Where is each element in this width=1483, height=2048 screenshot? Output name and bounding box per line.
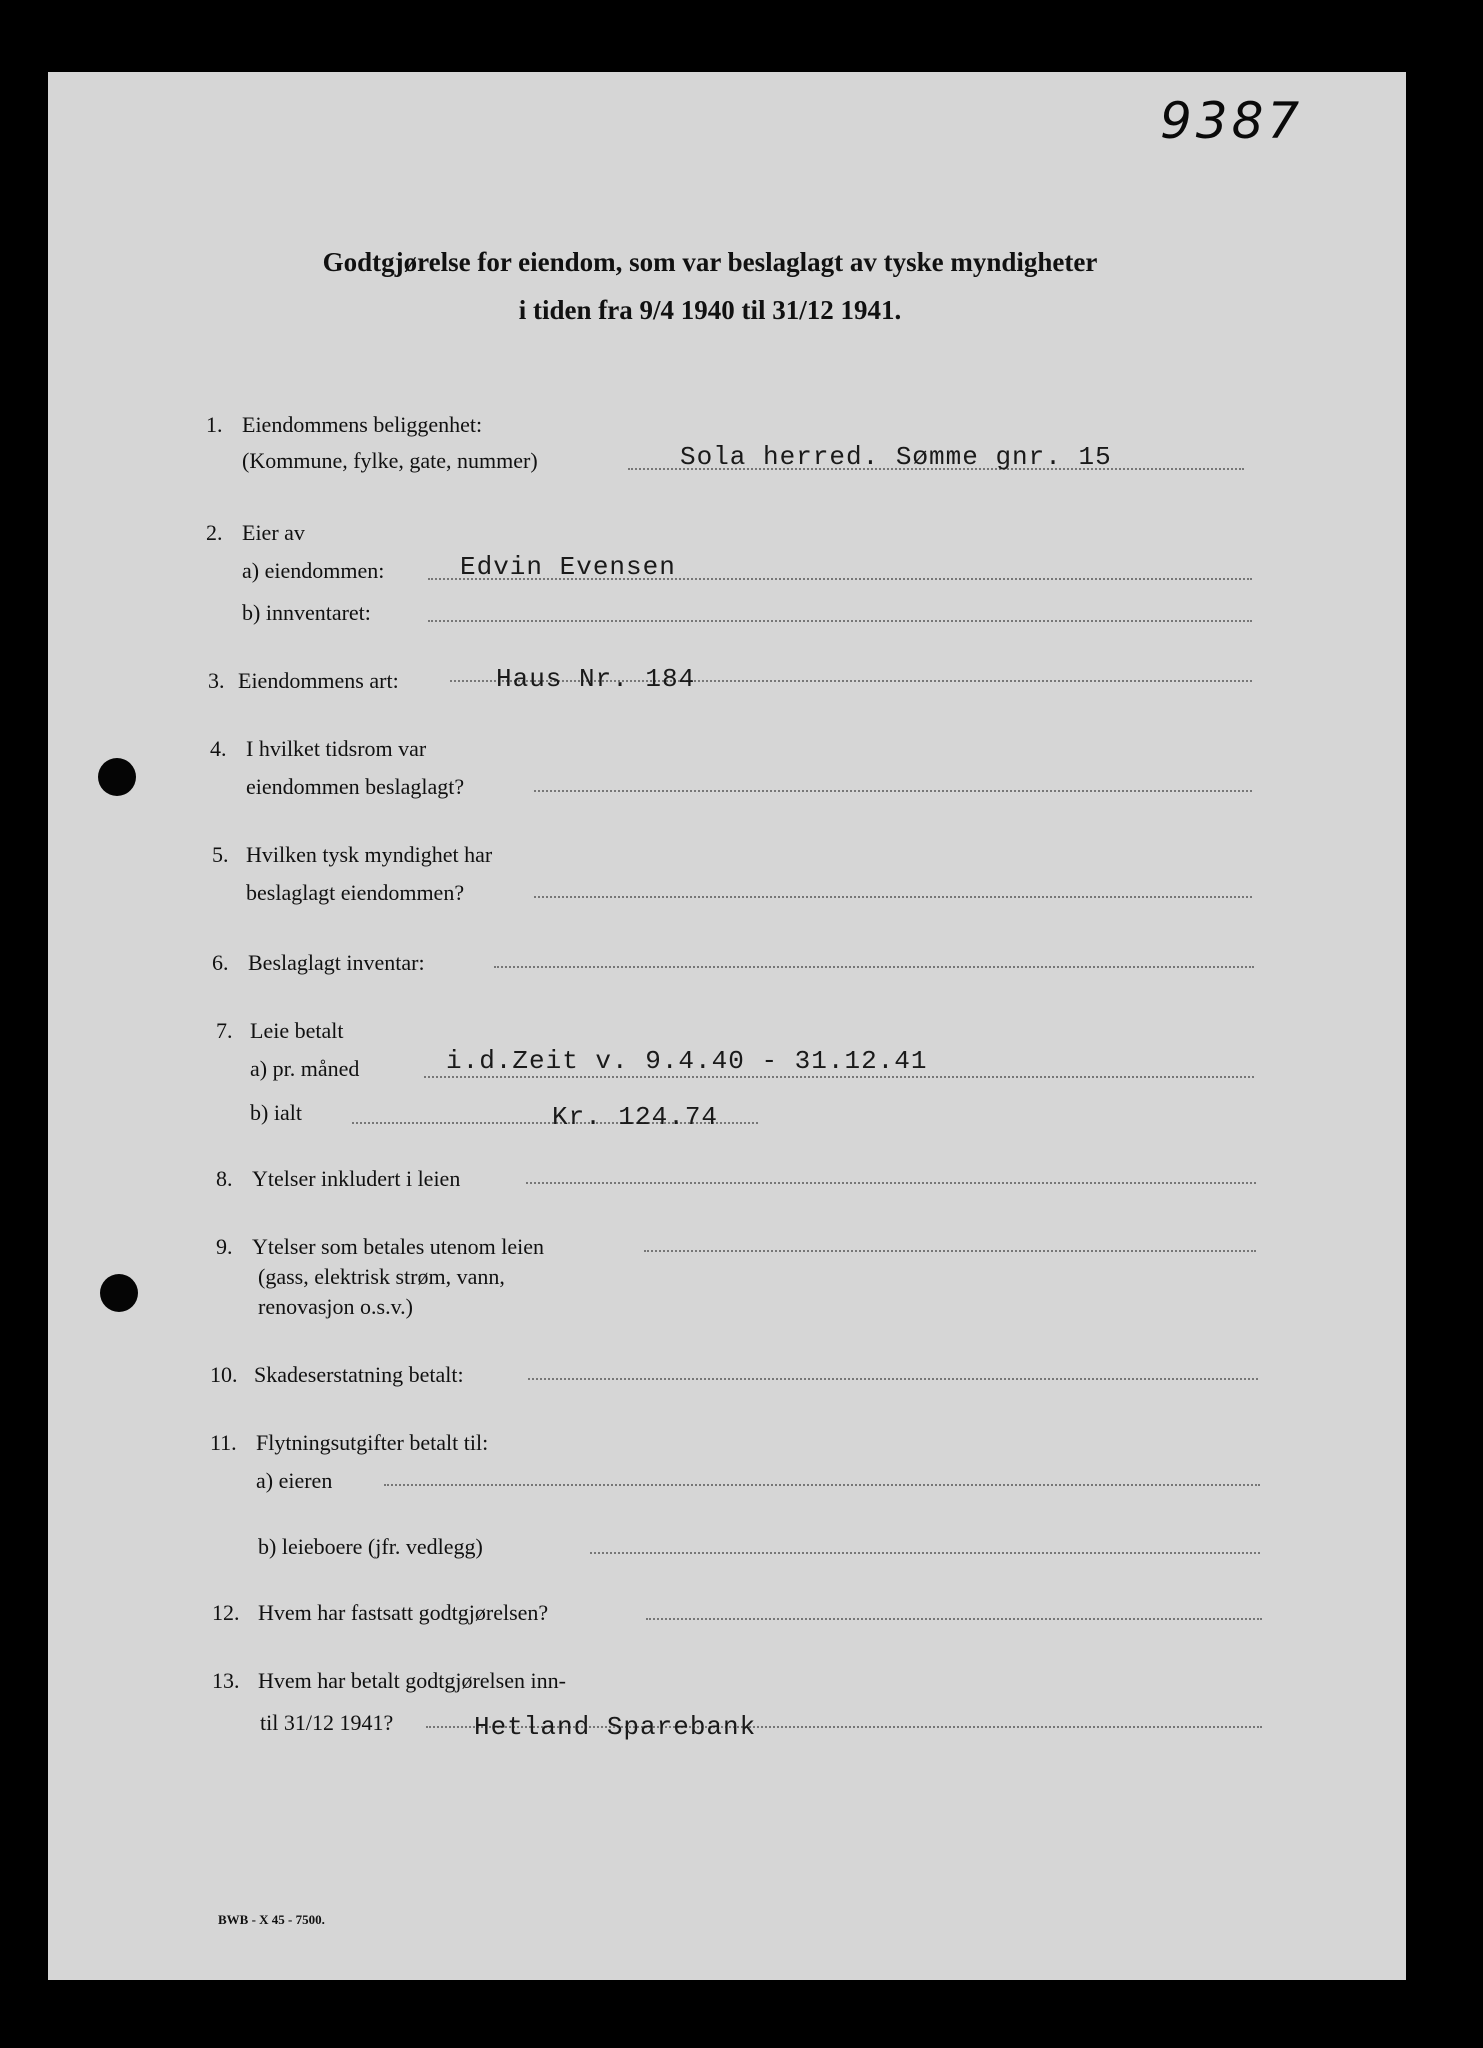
punch-hole-bottom — [100, 1274, 138, 1312]
q2-number: 2. — [206, 520, 223, 545]
q12-number: 12. — [212, 1600, 240, 1625]
q6-label: Beslaglagt inventar: — [248, 950, 425, 975]
q13-label: Hvem har betalt godtgjørelsen inn- — [258, 1668, 566, 1693]
q10-number: 10. — [210, 1362, 238, 1387]
q3-number: 3. — [208, 668, 225, 693]
q1-answer: Sola herred. Sømme gnr. 15 — [680, 442, 1112, 472]
q1-label: Eiendommens beliggenhet: — [242, 412, 483, 437]
q8-label: Ytelser inkludert i leien — [252, 1166, 461, 1191]
q9-answer-line — [644, 1250, 1256, 1252]
q4-number: 4. — [210, 736, 227, 761]
q2b-answer-line — [428, 620, 1252, 622]
title-line-2: i tiden fra 9/4 1940 til 31/12 1941. — [518, 295, 902, 325]
q11b-label: b) leieboere (jfr. vedlegg) — [258, 1534, 483, 1559]
q11a-label: a) eieren — [256, 1468, 333, 1493]
q7a-label: a) pr. måned — [250, 1056, 360, 1081]
q7-label: Leie betalt — [250, 1018, 344, 1043]
q2a-label: a) eiendommen: — [242, 558, 385, 583]
q8-answer-line — [526, 1182, 1256, 1184]
q12-label: Hvem har fastsatt godtgjørelsen? — [258, 1600, 549, 1625]
q7b-label: b) ialt — [250, 1100, 302, 1125]
q11-label: Flytningsutgifter betalt til: — [256, 1430, 489, 1455]
q2b-label: b) innventaret: — [242, 600, 371, 625]
q13-number: 13. — [212, 1668, 240, 1693]
q13-answer: Hetland Sparebank — [474, 1712, 757, 1742]
q9-label: Ytelser som betales utenom leien — [252, 1234, 545, 1259]
q9-label-sub: (gass, elektrisk strøm, vann, — [258, 1264, 505, 1289]
q4-label: I hvilket tidsrom var — [246, 736, 427, 761]
q9-label-sub2: renovasjon o.s.v.) — [258, 1294, 413, 1319]
q8-number: 8. — [216, 1166, 233, 1191]
q7b-answer: Kr. 124.74 — [552, 1102, 719, 1132]
q9-number: 9. — [216, 1234, 233, 1259]
q3-answer: Haus Nr. 184 — [496, 664, 696, 694]
q4-answer-line — [534, 790, 1252, 792]
q11b-answer-line — [590, 1552, 1260, 1554]
q3-label: Eiendommens art: — [238, 668, 399, 693]
q11-number: 11. — [210, 1430, 237, 1455]
q10-answer-line — [528, 1378, 1258, 1380]
q7-number: 7. — [216, 1018, 233, 1043]
q5-answer-line — [534, 896, 1252, 898]
q12-answer-line — [646, 1618, 1262, 1620]
q1-number: 1. — [206, 412, 223, 437]
q7a-answer-line — [424, 1076, 1254, 1078]
title-line-1: Godtgjørelse for eiendom, som var beslaglagt av tyske myndigheter — [322, 247, 1098, 277]
q13-label-sub: til 31/12 1941? — [260, 1710, 394, 1735]
q10-label: Skadeserstatning betalt: — [254, 1362, 464, 1387]
q4-label-sub: eiendommen beslaglagt? — [246, 774, 465, 799]
q6-answer-line — [494, 966, 1254, 968]
q2-label: Eier av — [242, 520, 305, 545]
form-title — [150, 238, 1270, 334]
q11a-answer-line — [384, 1484, 1260, 1486]
q5-label: Hvilken tysk myndighet har — [246, 842, 493, 867]
handwritten-archive-number: 9387 — [1160, 92, 1304, 150]
q1-label-sub: (Kommune, fylke, gate, nummer) — [242, 448, 538, 473]
punch-hole-top — [98, 758, 136, 796]
q6-number: 6. — [212, 950, 229, 975]
q7a-answer: i.d.Zeit v. 9.4.40 - 31.12.41 — [446, 1046, 928, 1076]
q2a-answer: Edvin Evensen — [460, 552, 676, 582]
form-print-code: BWB - X 45 - 7500. — [218, 1912, 325, 1927]
q5-number: 5. — [212, 842, 229, 867]
q5-label-sub: beslaglagt eiendommen? — [246, 880, 465, 905]
